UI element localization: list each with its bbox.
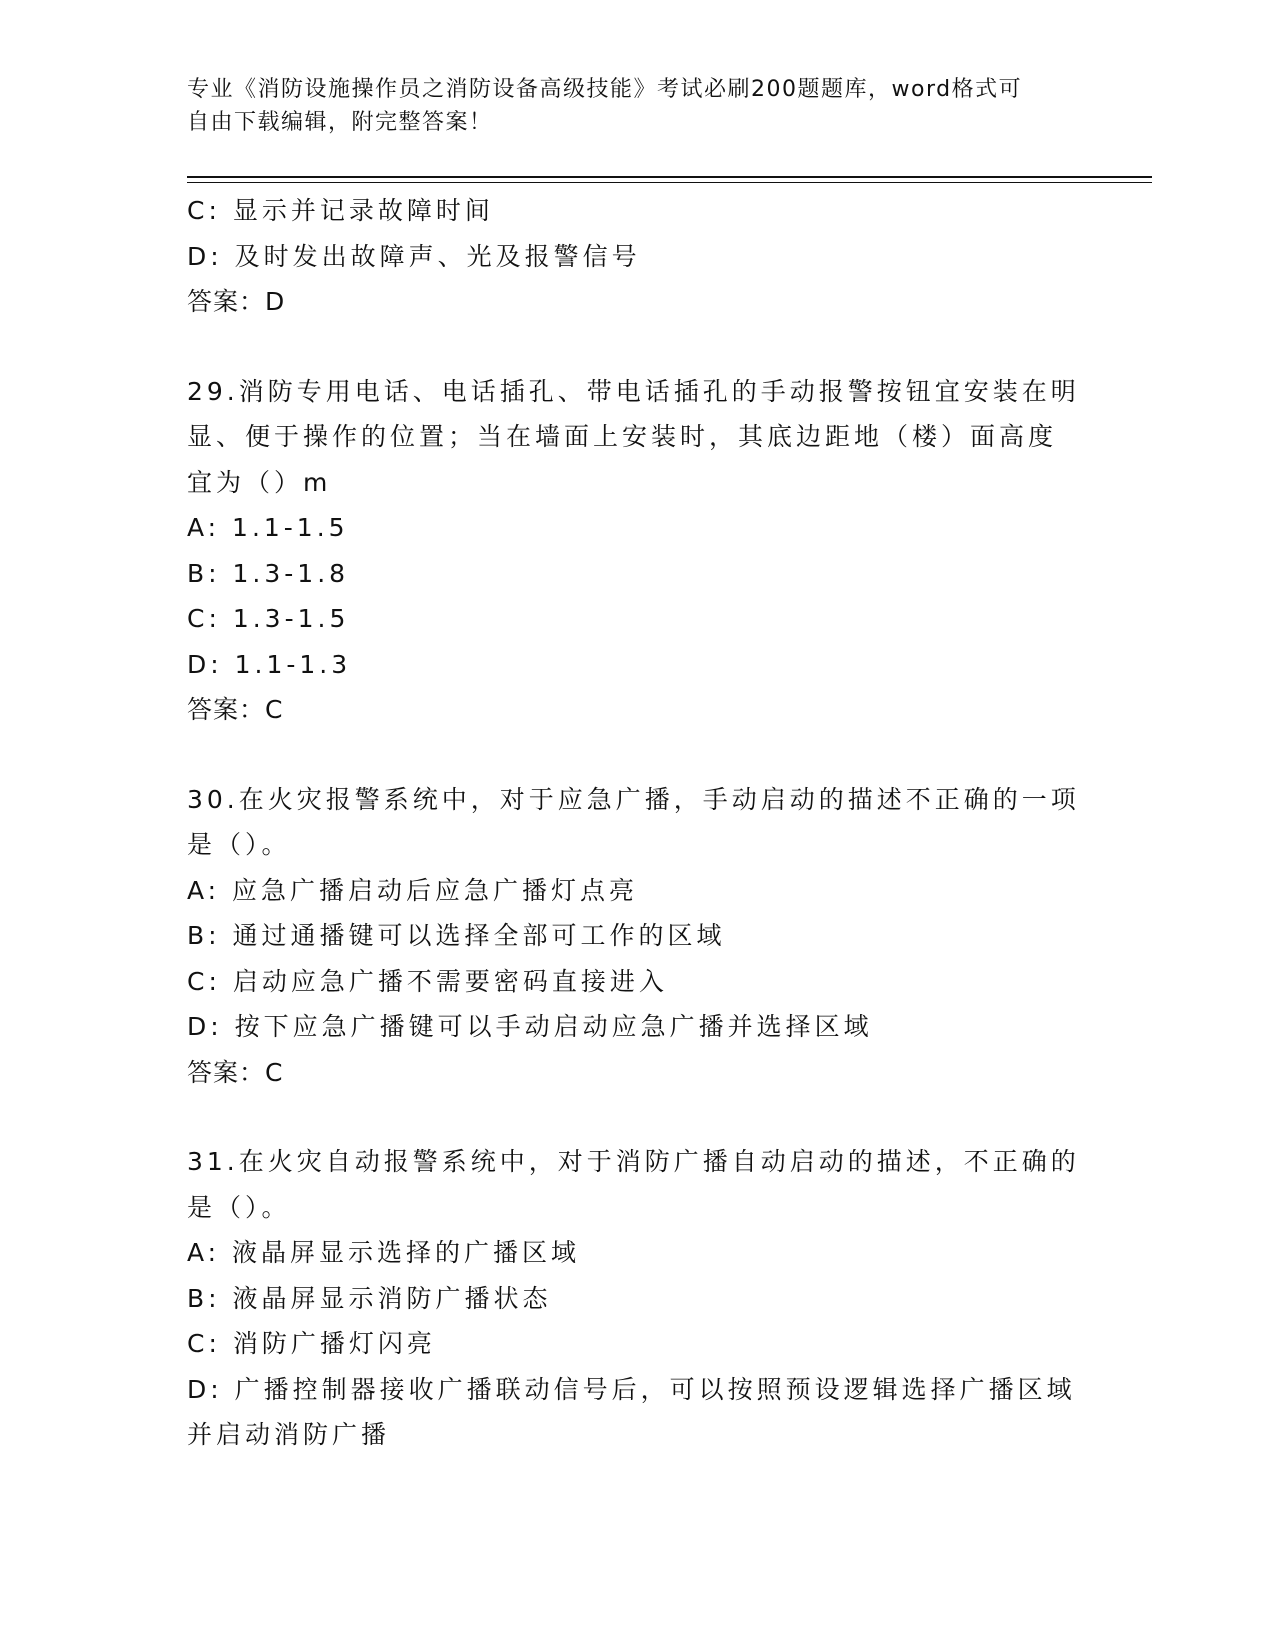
question-stem-line: 31.在火灾自动报警系统中，对于消防广播自动启动的描述，不正确的 xyxy=(187,1147,1080,1176)
spacer xyxy=(187,325,1087,369)
option-d: D: 及时发出故障声、光及报警信号 xyxy=(187,241,641,271)
question-stem-line: 显、便于操作的位置；当在墙面上安装时，其底边距地（楼）面高度 xyxy=(187,422,1058,451)
option-b: B: 1.3-1.8 xyxy=(187,558,350,588)
option-d-continued: 并启动消防广播 xyxy=(187,1420,391,1449)
option-c: C: 显示并记录故障时间 xyxy=(187,196,494,225)
header-divider-thin xyxy=(187,182,1152,183)
option-c: C: 1.3-1.5 xyxy=(187,604,350,633)
option-d: D: 广播控制器接收广播联动信号后，可以按照预设逻辑选择广播区域 xyxy=(187,1374,1076,1404)
option-d: D: 1.1-1.3 xyxy=(187,649,352,679)
answer: 答案：C xyxy=(187,695,284,724)
question-stem-line: 是（）。 xyxy=(187,830,291,859)
question-stem-line: 29.消防专用电话、电话插孔、带电话插孔的手动报警按钮宜安装在明 xyxy=(187,376,1080,406)
spacer xyxy=(187,1095,1087,1139)
header-title-line-1: 专业《消防设施操作员之消防设备高级技能》考试必刷200题题库，word格式可 xyxy=(187,77,1023,102)
page-header xyxy=(187,73,1067,139)
question-28-continued xyxy=(187,188,1087,325)
answer: 答案：C xyxy=(187,1057,284,1087)
question-content xyxy=(187,188,1087,1458)
option-b: B: 通过通播键可以选择全部可工作的区域 xyxy=(187,921,726,950)
question-stem-line: 宜为（）m xyxy=(187,467,332,497)
option-a: A: 1.1-1.5 xyxy=(187,513,349,542)
spacer xyxy=(187,733,1087,777)
option-b: B: 液晶屏显示消防广播状态 xyxy=(187,1283,552,1313)
header-title-line-2: 自由下载编辑，附完整答案！ xyxy=(187,110,493,135)
option-c: C: 消防广播灯闪亮 xyxy=(187,1329,436,1358)
option-c: C: 启动应急广播不需要密码直接进入 xyxy=(187,966,668,996)
question-31 xyxy=(187,1139,1087,1458)
option-d: D: 按下应急广播键可以手动启动应急广播并选择区域 xyxy=(187,1012,873,1041)
question-29 xyxy=(187,369,1087,733)
question-stem-line: 是（）。 xyxy=(187,1192,291,1222)
question-stem-line: 30.在火灾报警系统中，对于应急广播，手动启动的描述不正确的一项 xyxy=(187,784,1080,814)
answer: 答案：D xyxy=(187,287,286,316)
header-divider-thick xyxy=(187,176,1152,178)
question-30 xyxy=(187,777,1087,1096)
option-a: A: 应急广播启动后应急广播灯点亮 xyxy=(187,875,639,905)
option-a: A: 液晶屏显示选择的广播区域 xyxy=(187,1238,581,1267)
